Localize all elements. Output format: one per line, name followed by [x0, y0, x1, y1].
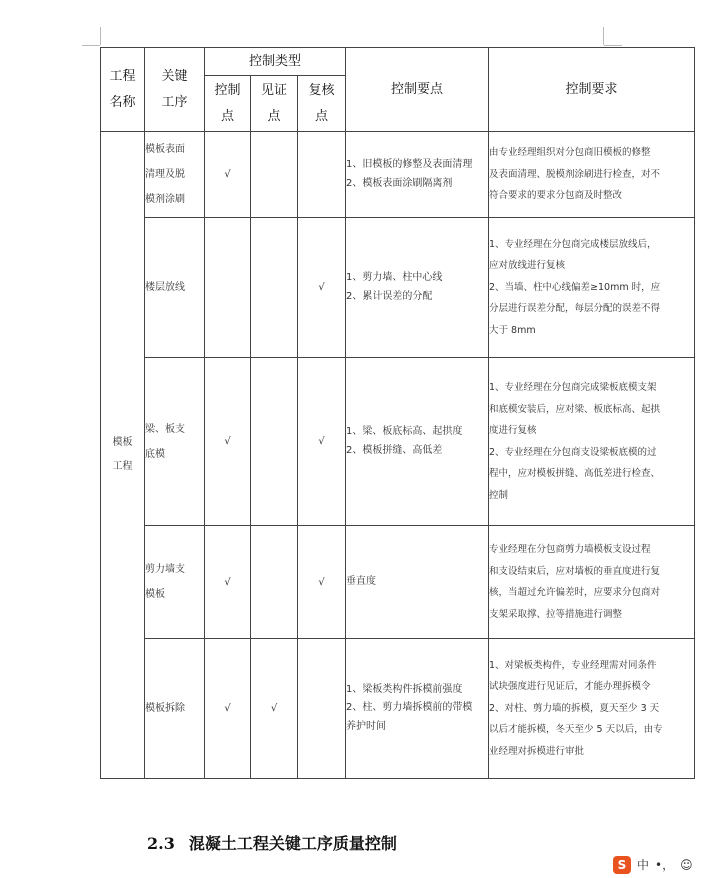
review-point-cell: √ [298, 218, 346, 358]
key-points-cell: 垂直度 [346, 526, 489, 639]
crop-mark [100, 27, 101, 45]
header-witness-point: 见证 点 [251, 76, 298, 132]
crop-mark [82, 45, 100, 46]
control-point-cell: √ [205, 358, 251, 526]
control-point-cell [205, 218, 251, 358]
language-toggle[interactable]: 中 [637, 858, 650, 872]
review-point-cell: √ [298, 526, 346, 639]
header-control-requirements: 控制要求 [489, 48, 695, 132]
emoji-icon[interactable]: ☺ [680, 857, 693, 872]
crop-mark [603, 27, 604, 45]
process-cell: 楼层放线 [145, 218, 205, 358]
witness-point-cell [251, 132, 298, 218]
key-points-cell: 1、梁、板底标高、起拱度 2、模板拼缝、高低差 [346, 358, 489, 526]
control-point-cell: √ [205, 526, 251, 639]
crop-mark [604, 45, 622, 46]
process-cell: 模板拆除 [145, 639, 205, 779]
witness-point-cell [251, 526, 298, 639]
requirements-cell: 1、对梁板类构件，专业经理需对同条件 试块强度进行见证后，才能办理拆模令 2、对柱、剪力墙的拆模，夏天至少 3 天 以后才能拆模，冬天至少 5 天以后，由专 业经理对拆模进行审批 [489, 639, 695, 779]
header-project-name: 工程 名称 [101, 48, 145, 132]
process-cell: 梁、板支 底模 [145, 358, 205, 526]
quality-control-table [100, 47, 695, 779]
punctuation-toggle[interactable]: •， [655, 858, 675, 872]
control-point-cell: √ [205, 639, 251, 779]
table-row [101, 218, 695, 358]
table-row [101, 358, 695, 526]
review-point-cell: √ [298, 358, 346, 526]
project-name-cell: 模板 工程 [101, 132, 145, 779]
key-points-cell: 1、旧模板的修整及表面清理 2、模板表面涂刷隔离剂 [346, 132, 489, 218]
section-title: 混凝土工程关键工序质量控制 [188, 834, 397, 853]
section-heading [147, 831, 397, 854]
key-points-cell: 1、梁板类构件拆模前强度 2、柱、剪力墙拆模前的带模 养护时间 [346, 639, 489, 779]
header-control-point: 控制 点 [205, 76, 251, 132]
process-cell: 模板表面 清理及脱 模剂涂刷 [145, 132, 205, 218]
ime-toolbar[interactable] [613, 851, 710, 878]
table-row [101, 132, 695, 218]
header-key-process: 关键 工序 [145, 48, 205, 132]
table-row [101, 639, 695, 779]
witness-point-cell [251, 218, 298, 358]
control-point-cell: √ [205, 132, 251, 218]
header-control-type: 控制类型 [205, 48, 346, 76]
review-point-cell [298, 132, 346, 218]
key-points-cell: 1、剪力墙、柱中心线 2、累计误差的分配 [346, 218, 489, 358]
requirements-cell: 专业经理在分包商剪力墙模板支设过程 和支设结束后，应对墙板的垂直度进行复 核，当超过允许偏差时，应要求分包商对 支架采取撑、拉等措施进行调整 [489, 526, 695, 639]
requirements-cell: 1、专业经理在分包商完成楼层放线后， 应对放线进行复核 2、当墙、柱中心线偏差≥10mm 时，应 分层进行误差分配，每层分配的误差不得 大于 8mm [489, 218, 695, 358]
witness-point-cell: √ [251, 639, 298, 779]
process-cell: 剪力墙支 模板 [145, 526, 205, 639]
requirements-cell: 由专业经理组织对分包商旧模板的修整 及表面清理、脱模剂涂刷进行检查，对不 符合要求的要求分包商及时整改 [489, 132, 695, 218]
review-point-cell [298, 639, 346, 779]
sogou-logo-icon[interactable]: S [613, 856, 631, 874]
witness-point-cell [251, 358, 298, 526]
requirements-cell: 1、专业经理在分包商完成梁板底模支架 和底模安装后，应对梁、板底标高、起拱 度进行复核 2、专业经理在分包商支设梁板底模的过 程中，应对模板拼缝、高低差进行检查、 控制 [489, 358, 695, 526]
section-number: 2.3 [147, 834, 175, 853]
header-review-point: 复核 点 [298, 76, 346, 132]
header-control-key-points: 控制要点 [346, 48, 489, 132]
table-row [101, 526, 695, 639]
